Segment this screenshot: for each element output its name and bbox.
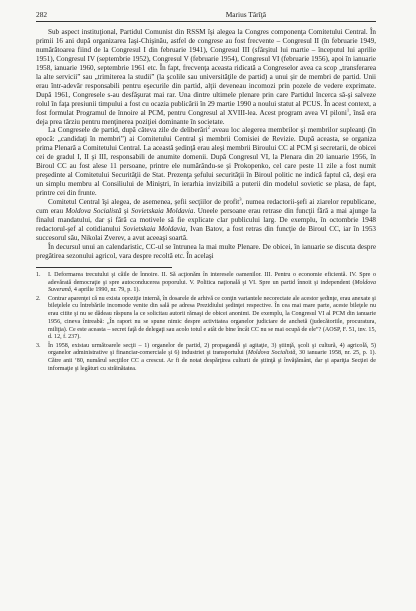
text-run: , 4 aprilie 1990, nr. 79, p. 1).	[70, 287, 140, 294]
footnote	[36, 296, 376, 343]
footnote	[36, 343, 376, 374]
text-run: , 30 ianuarie 1958, nr. 25, p. 1). Către anii ’80, numărul secţiilor CC a crescut. Ar fi de notat despărţirea culturii de ştiinţă şi învăţământ, dar şi apariţia Secţiei de informaţie şi legături cu străinătatea.	[48, 350, 376, 372]
footnote-text	[48, 343, 376, 374]
footnote-text	[48, 296, 376, 343]
page-number: 282	[36, 10, 48, 19]
text-run: În decursul unui an calendaristic, CC-ul se întrunea la mai multe Plenare. De obicei, în ianuarie se discuta despre pregătirea sezonului agricol, vara despre recoltă etc. În acelaşi	[36, 242, 376, 260]
footnote-divider	[36, 267, 172, 268]
text-run: Contrar aparenţei că nu exista opoziţie internă, în dosarele de arhivă ce conţin variantele necorectate ale acestor şedinţe, erau anexate şi bileţelele cu întrebările incomode venite din sală pe adresa Prezidiului şedinţei respective. În cea mai mare parte, aceste bileţele nu erau citite şi nu se dădeau răspuns la ce solicitau autorii rămaşi de obicei anonimi. De exemplu, la Congresul VI al PCM din ianuarie 1956, cineva întreabă: „În raport nu se spune nimic despre activitatea organelor judiciare de anchetă (judecătoriile, procuratura, miliţia). Ce este aceasta – secret faţă de delegaţi sau acolo totul e atât de bine încât CC nu se mai ocupă de ele”? (AOSP, F. 51, inv. 15, d. 12, f. 237).	[48, 295, 376, 341]
text-run: La Congresele de partid, după câteva zile de deliberări	[48, 126, 208, 135]
footnote-text	[48, 272, 376, 295]
footnote	[36, 272, 376, 295]
text-run: Sub aspect instituţional, Partidul Comunist din RSSM îşi alegea la Congres componenţa Comitetului Central. În primii 16 ani după organizarea Iaşi-Chişinău, astfel de congrese au fost frecvente – Congresul II (în februarie 1949, numărătoarea fiind de la Congresul I din februarie 1941), Congresul III (sfârşitul lui martie – începutul lui aprilie 1951), Congresul IV (septembrie 1952), Congresul V (februarie 1954), Congresul VI (februarie 1956), apoi în ianuarie 1958, ianuarie 1960, septembrie 1961 etc. În fapt, frecvenţa aceasta ridicată a Congreselor avea ca scop „transferarea la alte servicii” sau „trimiterea la studii” (la şcolile sau universităţile de partid) a unui şir de membri de partid. Unii erau într-adevăr responsabili pentru eşecurile din partid, alţii deveneau incomozi prin pozele de vedere exprimate. După 1961, Congresele s-au desfăşurat mai rar. Una dintre ultimele plenare prin care Partidul încerca să-şi salveze rolul în faţa presiunii timpului a fost cu ocazia publicării în 29 martie 1990 a noului statut al PCUS. În acest context, a fost formulat Programul de înnoire al PCM, pentru Congresul al XVIII-lea. Acest program avea VI piloni	[36, 28, 376, 117]
text-run: şi	[121, 207, 132, 216]
body-paragraph	[36, 28, 376, 126]
footnote-ref: 3	[239, 196, 242, 202]
body-text	[36, 28, 376, 261]
running-head-author: Marius Tărîţă	[225, 10, 266, 19]
text-run: , însă era deja prea târziu pentru menţinerea poziţiei dominante în societate.	[36, 108, 376, 126]
footnotes-section	[36, 272, 376, 374]
footnote-number: 2.	[36, 295, 41, 302]
body-paragraph	[36, 243, 376, 261]
text-run: Comitetul Central îşi alegea, de asemenea, şefii secţiilor de profit	[48, 198, 240, 207]
footnote-number: 3.	[36, 342, 41, 349]
italic-title: Moldova Socialistă	[247, 350, 296, 357]
text-run: I. Deformarea trecutului şi căile de înnoire. II. Să acţionăm în interesele oamenilor. III. Pentru o economie eficientă. IV. Spre o adevărată democraţie şi spre autoconducerea poporului. V. Politica naţională şi VI. Spre un partid înnoit şi independent (	[48, 271, 376, 286]
body-paragraph	[36, 198, 376, 243]
text-run: , Ivan Batov, a fost retras din funcţie de Biroul CC, iar în 1953 succesorul său, Nikolai Zverev, a avut aceeaşi soartă.	[36, 224, 376, 242]
footnote-number: 1.	[36, 271, 41, 278]
body-paragraph	[36, 126, 376, 198]
text-run: , numea redactorii-şefi ai ziarelor republicane, cum erau	[36, 198, 376, 216]
text-run: . Uneele persoane erau retrase din funcţii fără a mai ajunge la finalul mandatului, dar şi fără ca motivele să fie explicate clar publicului larg. De exemplu, în octombrie 1948 redactorul-şef al cotidianului	[36, 207, 376, 233]
footnote-ref: 1	[346, 107, 350, 113]
text-run: În 1958, existau următoarele secţii – 1) organelor de partid, 2) propagandă şi agitaţie, 3) ştiinţă, şcoli şi cultură, 4) agricolă, 5) organelor administrative şi financiar-comerciale şi 6) industriei şi transportului (	[48, 342, 376, 357]
text-run: aveau loc alegerea membrilor şi membrilor supleanţi (în epocă: „candidaţi în membri”) ai Comitetului Central şi membrii Comisiei de Revizie. După aceasta, se organiza prima Plenară a Comitetului Central. La această şedinţă erau aleşi membrii Biroului CC al PCM şi secretarii, de obicei cei de gradul I, II şi III, responsabili de anumite domenii. După Congresul VI, la Plenara din 20 ianuarie 1956, în Biroul CC au fost alese 11 persoane, printre ele numărându-se şi Prokopenko, cel care peste 11 zile a fost numit preşedinte al Comitetului Securităţii de Stat. Prezenţa şefului securităţii în Biroul politic ne indică faptul că, deşi era un simplu membru al Consiliului de Miniştri, în ierarhia invizibilă a puterii din modelul sovietic se plasa, de fapt, printre cei din frunte.	[36, 126, 376, 198]
footnote-ref: 2	[207, 125, 210, 131]
italic-title: Sovietskaia Moldavia	[123, 224, 186, 233]
italic-title: Moldova Suverană	[48, 279, 376, 294]
running-head	[36, 10, 376, 22]
italic-title: Moldova Socialistă	[65, 207, 122, 216]
italic-title: Sovietskaia Moldavia	[131, 207, 194, 216]
